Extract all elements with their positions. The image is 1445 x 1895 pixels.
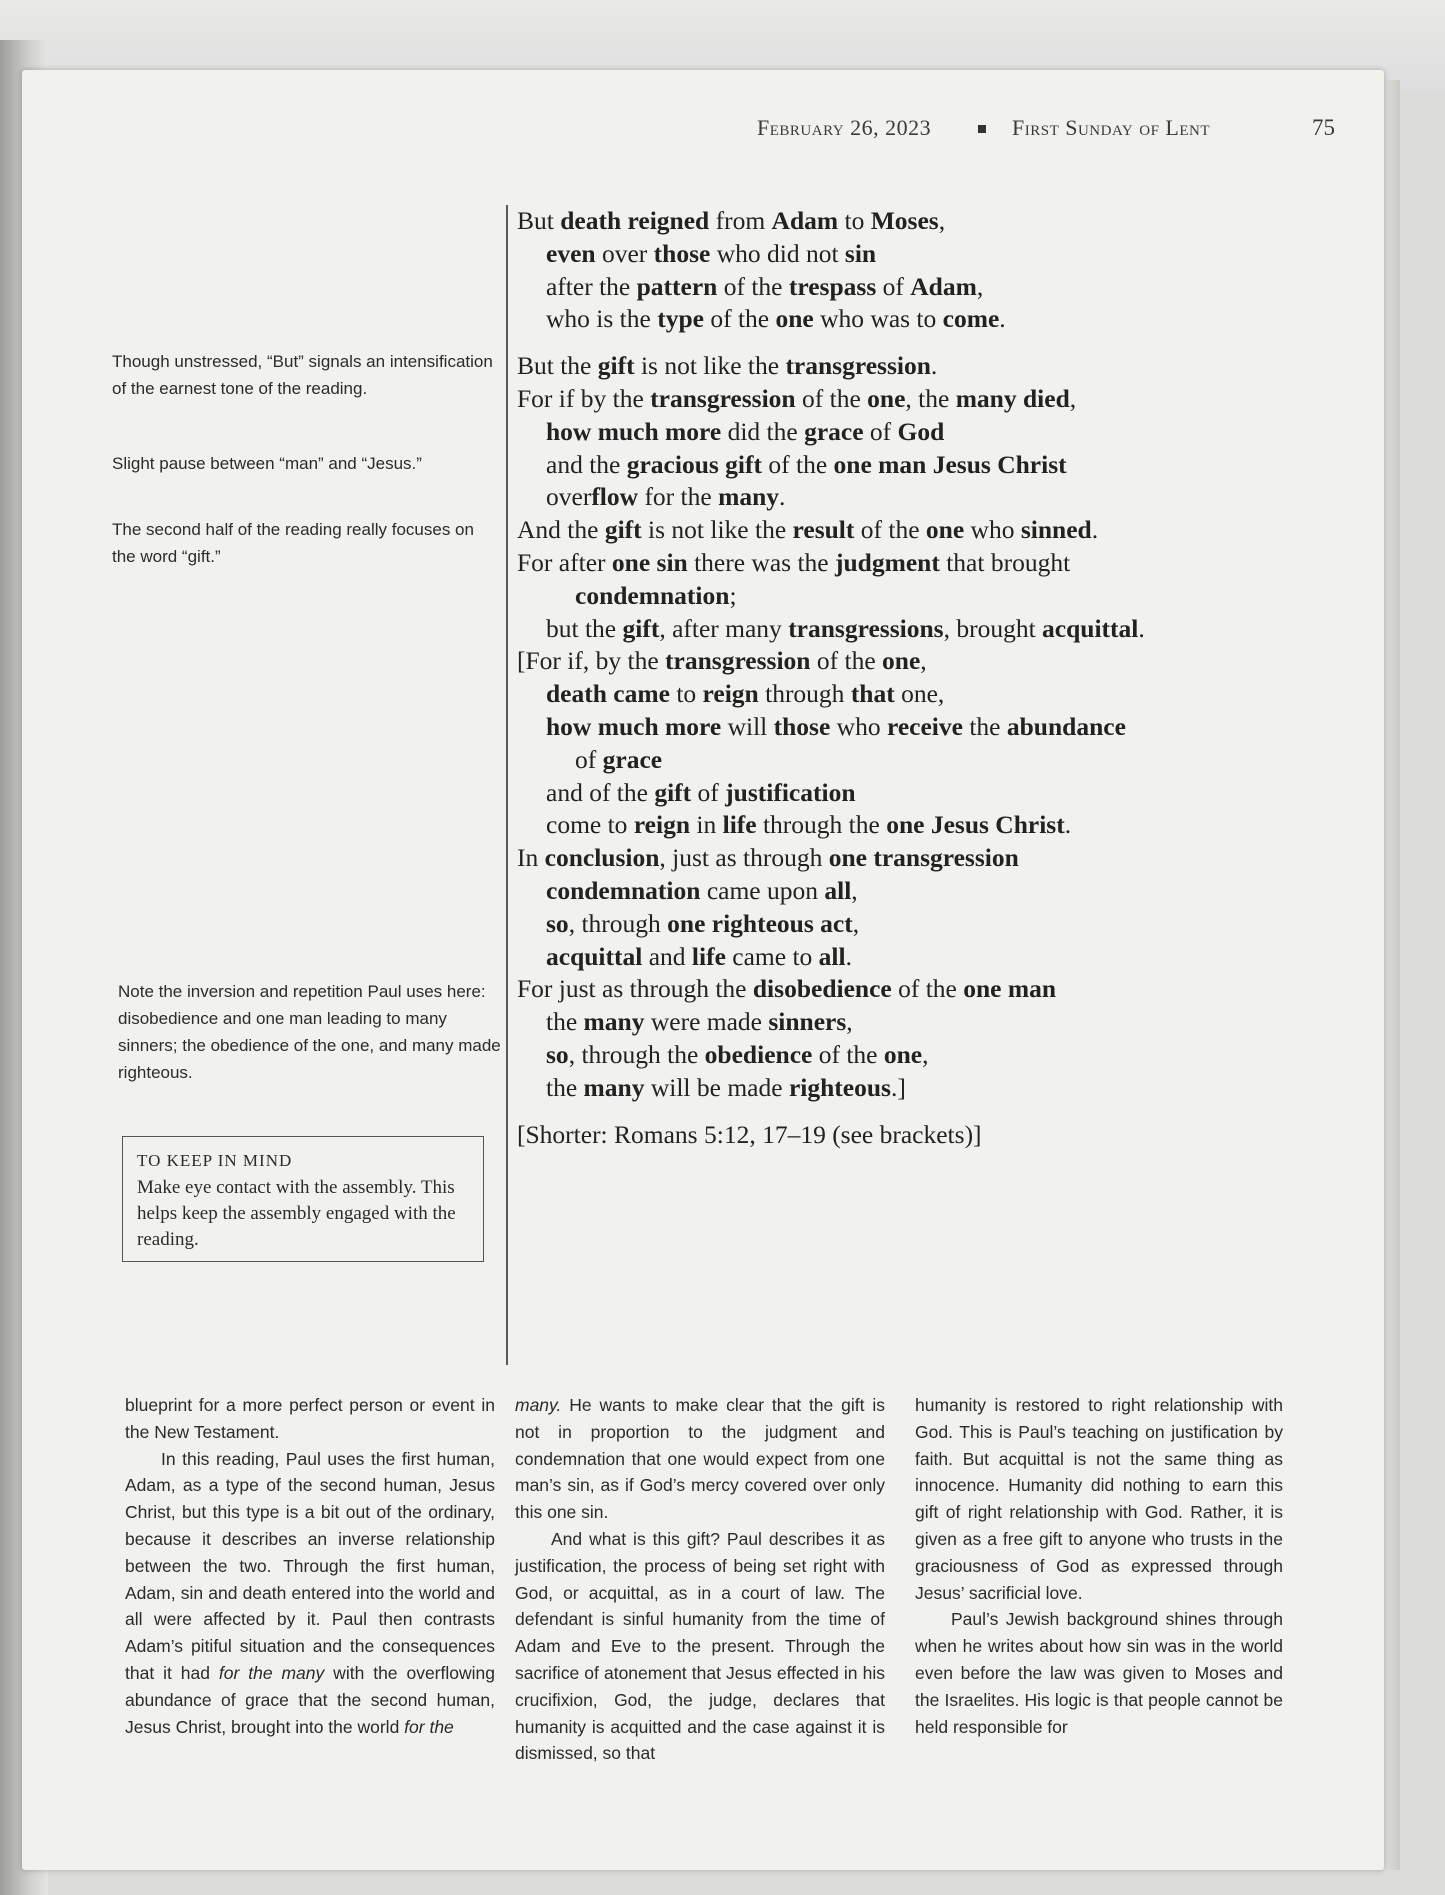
keep-in-mind-body: Make eye contact with the assembly. This helps keep the assembly engaged with the reading. xyxy=(137,1177,456,1250)
emphasis-word: all xyxy=(824,875,852,905)
reading-line xyxy=(517,449,1357,482)
text-run: of xyxy=(876,271,911,301)
page-number: 75 xyxy=(1312,115,1335,140)
text-run: is not like the xyxy=(634,351,786,381)
commentary-paragraph xyxy=(915,1392,1283,1606)
emphasis-word: many xyxy=(583,1072,645,1102)
column-divider xyxy=(506,205,508,1365)
text-run: of the xyxy=(717,271,789,301)
italic-text: for the xyxy=(404,1716,454,1737)
text-run: of the xyxy=(703,304,776,334)
reading-line xyxy=(517,645,1357,678)
emphasis-word: justification xyxy=(725,777,856,807)
text-run: is not like the xyxy=(641,515,793,545)
reading-line xyxy=(517,973,1357,1006)
emphasis-word: even xyxy=(546,238,596,268)
text-run: In xyxy=(517,843,545,873)
text-run: . xyxy=(779,482,786,512)
emphasis-word: gift xyxy=(597,351,635,381)
text-run: For after xyxy=(517,547,612,577)
text-run: He wants to make clear that the gift is not in proportion to the judgment and condemnation that one would expect from one man’s sin, as if God’s mercy covered over only this one sin. xyxy=(515,1395,885,1523)
emphasis-word: so xyxy=(546,908,569,938)
reading-line xyxy=(517,1072,1357,1105)
text-run: with the overflowing abundance of grace that the second human, Jesus Christ, brought into the world xyxy=(125,1662,495,1737)
emphasis-word: condemnation xyxy=(546,875,701,905)
emphasis-word: many died xyxy=(955,383,1070,413)
text-run: will be made xyxy=(644,1072,789,1102)
text-run: come to xyxy=(546,810,634,840)
header-separator-icon xyxy=(978,125,986,133)
commentary-paragraph xyxy=(125,1446,495,1741)
text-run: For just as through the xyxy=(517,974,753,1004)
emphasis-word: transgression xyxy=(650,383,796,413)
emphasis-word: gift xyxy=(654,777,692,807)
emphasis-word: death reigned xyxy=(560,206,710,235)
italic-text: many. xyxy=(515,1395,562,1415)
emphasis-word: gift xyxy=(604,515,642,545)
text-run: , xyxy=(938,206,946,235)
text-run: of the xyxy=(762,449,834,479)
emphasis-word: Adam xyxy=(910,271,977,301)
text-run: the xyxy=(546,1072,584,1102)
emphasis-word: sinned xyxy=(1020,515,1092,545)
emphasis-word: transgression xyxy=(785,351,931,381)
emphasis-word: one man xyxy=(963,974,1057,1004)
commentary-paragraph xyxy=(515,1392,885,1526)
emphasis-word: conclusion xyxy=(544,843,660,873)
commentary-paragraph xyxy=(915,1606,1283,1740)
text-run: the xyxy=(546,1007,584,1037)
emphasis-word: obedience xyxy=(704,1039,813,1069)
margin-note: The second half of the reading really focuses on the word “gift.” xyxy=(112,520,474,566)
text-run: of the xyxy=(795,383,868,413)
text-run: For if by the xyxy=(517,383,651,413)
text-run: and of the xyxy=(546,777,655,807)
emphasis-word: that xyxy=(850,679,895,709)
reading-line xyxy=(517,1006,1357,1039)
emphasis-word: one xyxy=(883,1039,923,1069)
text-run: and xyxy=(642,941,692,971)
text-run: , xyxy=(851,875,858,905)
emphasis-word: one xyxy=(867,383,906,413)
emphasis-word: many xyxy=(718,482,780,512)
emphasis-word: how much more xyxy=(546,416,722,446)
text-run: , xyxy=(920,646,927,676)
commentary-paragraph xyxy=(515,1526,885,1767)
text-run: were made xyxy=(644,1007,769,1037)
italic-text: for the many xyxy=(218,1662,325,1683)
emphasis-word: one Jesus Christ xyxy=(886,810,1065,840)
text-run: who did not xyxy=(710,238,845,268)
text-run: of the xyxy=(812,1039,884,1069)
text-run: of xyxy=(575,744,603,774)
reading-line xyxy=(517,383,1357,416)
text-run: to xyxy=(669,679,703,709)
text-run: , the xyxy=(905,383,956,413)
keep-in-mind-box xyxy=(122,1136,484,1262)
text-run: in xyxy=(690,810,723,840)
emphasis-word: how much more xyxy=(546,711,722,741)
text-run: . xyxy=(1064,810,1072,840)
text-run: , xyxy=(922,1039,929,1069)
reading-line xyxy=(517,744,1357,777)
emphasis-word: those xyxy=(653,238,711,268)
text-run: . xyxy=(1091,515,1099,545)
reading-line xyxy=(517,580,1357,613)
text-run: . xyxy=(845,941,852,971)
text-run: , just as through xyxy=(659,843,829,873)
text-run: over xyxy=(546,482,592,512)
text-run: ; xyxy=(729,580,737,610)
commentary-column-1 xyxy=(125,1392,495,1740)
emphasis-word: one xyxy=(882,646,921,676)
reading-line xyxy=(517,514,1357,547)
emphasis-word: gracious gift xyxy=(626,449,763,479)
emphasis-word: acquittal xyxy=(546,941,643,971)
text-run: of the xyxy=(810,646,883,676)
emphasis-word: those xyxy=(773,711,831,741)
text-run: . xyxy=(999,304,1006,334)
reading-line xyxy=(517,678,1357,711)
text-run: [For if, by the xyxy=(517,646,666,676)
text-run: who xyxy=(964,515,1021,545)
text-run: . xyxy=(1138,613,1145,643)
reading-line xyxy=(517,842,1357,875)
text-run: , brought xyxy=(943,613,1043,643)
emphasis-word: grace xyxy=(602,744,663,774)
text-run: And the xyxy=(517,515,605,545)
reading-line xyxy=(517,908,1357,941)
text-run: from xyxy=(709,206,772,235)
reading-line xyxy=(517,941,1357,974)
emphasis-word: many xyxy=(583,1007,645,1037)
text-run: the xyxy=(962,711,1007,741)
emphasis-word: transgression xyxy=(665,646,811,676)
emphasis-word: acquittal xyxy=(1042,613,1139,643)
text-run: , xyxy=(852,908,860,938)
text-run: one, xyxy=(894,679,945,709)
reading-line xyxy=(517,547,1357,580)
text-run: Paul’s Jewish background shines through when he writes about how sin was in the world even before the law was given to Moses and the Israelites. His logic is that people cannot be held responsible for xyxy=(915,1609,1283,1737)
text-run: and the xyxy=(546,449,627,479)
emphasis-word: grace xyxy=(804,416,864,446)
text-run: came to xyxy=(725,941,819,971)
keep-in-mind-title: TO KEEP IN MIND xyxy=(137,1151,293,1170)
emphasis-word: righteous xyxy=(788,1072,891,1102)
emphasis-word: one sin xyxy=(611,547,688,577)
text-run: of xyxy=(863,416,898,446)
emphasis-word: result xyxy=(792,515,855,545)
text-run: that brought xyxy=(939,547,1071,577)
text-run: And what is this gift? Paul describes it as justification, the process of being set right with God, or acquittal, as in a court of law. The defendant is sinful humanity from the time of Adam and Eve to the present. Through the sacrifice of atonement that Jesus effected in his crucifixion, God, the judge, declares that humanity is acquitted and the case against it is dismissed, so that xyxy=(515,1528,885,1764)
margin-note: Though unstressed, “But” signals an intensification of the earnest tone of the reading. xyxy=(112,352,493,398)
text-run: who was to xyxy=(813,304,943,334)
text-run: for the xyxy=(638,482,719,512)
reading-line xyxy=(517,205,1357,238)
reading-line xyxy=(517,777,1357,810)
text-run: . xyxy=(930,351,938,381)
text-run: who is the xyxy=(546,304,658,334)
reading-line xyxy=(517,809,1357,842)
text-run: In this reading, Paul uses the first human, Adam, as a type of the second human, Jesus Christ, but this type is a bit out of the ordinary, because it describes an inverse relationship between the two. Through the first human, Adam, sin and death entered into the world and all were affected by it. Paul then contrasts Adam’s pitiful situation and the consequences that it had xyxy=(125,1448,495,1683)
reading-line xyxy=(517,875,1357,908)
emphasis-word: one xyxy=(775,304,814,334)
emphasis-word: sin xyxy=(844,238,877,268)
margin-note: Note the inversion and repetition Paul uses here: disobedience and one man leading to many sinners; the obedience of the one, and many made righteous. xyxy=(118,982,501,1082)
commentary-paragraph xyxy=(125,1392,495,1446)
emphasis-word: all xyxy=(818,941,846,971)
text-run: there was the xyxy=(687,547,835,577)
emphasis-word: trespass xyxy=(788,271,877,301)
emphasis-word: one man Jesus Christ xyxy=(833,449,1067,479)
text-run: did the xyxy=(721,416,805,446)
text-run: , xyxy=(846,1007,853,1037)
emphasis-word: type xyxy=(657,304,704,334)
reading-text xyxy=(517,205,1357,1151)
emphasis-word: one transgression xyxy=(828,843,1019,873)
text-run: , xyxy=(1069,383,1077,413)
emphasis-word: sinners xyxy=(768,1007,847,1037)
reading-line xyxy=(517,481,1357,514)
shorter-reading-note: [Shorter: Romans 5:12, 17–19 (see brackets)] xyxy=(517,1119,982,1149)
text-run: came upon xyxy=(700,875,825,905)
text-run: blueprint for a more perfect person or event in the New Testament. xyxy=(125,1395,495,1442)
emphasis-word: one xyxy=(925,515,965,545)
text-run: to xyxy=(838,206,871,235)
text-run: of the xyxy=(854,515,926,545)
text-run: .] xyxy=(890,1072,906,1102)
text-run: after the xyxy=(546,271,637,301)
reading-line xyxy=(517,416,1357,449)
text-run: through xyxy=(758,679,851,709)
emphasis-word: death came xyxy=(546,679,670,709)
reading-line xyxy=(517,238,1357,271)
emphasis-word: come xyxy=(942,304,1000,334)
reading-line xyxy=(517,711,1357,744)
emphasis-word: life xyxy=(691,941,726,971)
emphasis-word: Adam xyxy=(771,206,839,235)
reading-line xyxy=(517,350,1357,383)
text-run: , xyxy=(976,271,984,301)
reading-line xyxy=(517,1039,1357,1072)
reading-line xyxy=(517,303,1357,336)
emphasis-word: gift xyxy=(622,613,660,643)
emphasis-word: Moses xyxy=(870,206,939,235)
emphasis-word: condemnation xyxy=(575,580,730,610)
emphasis-word: receive xyxy=(886,711,963,741)
text-run: will xyxy=(721,711,774,741)
text-run: but the xyxy=(546,613,623,643)
emphasis-word: transgressions xyxy=(788,613,944,643)
text-run: , through xyxy=(568,908,668,938)
text-run: over xyxy=(595,238,654,268)
text-run: But xyxy=(517,206,561,235)
emphasis-word: disobedience xyxy=(752,974,892,1004)
emphasis-word: so xyxy=(546,1039,569,1069)
text-run: of the xyxy=(891,974,964,1004)
page xyxy=(22,70,1384,1870)
emphasis-word: one righteous act xyxy=(667,908,853,938)
text-run: of xyxy=(691,777,726,807)
emphasis-word: pattern xyxy=(636,271,718,301)
text-run: , through the xyxy=(568,1039,705,1069)
stanza-gap xyxy=(517,336,1357,350)
emphasis-word: judgment xyxy=(835,547,940,577)
emphasis-word: flow xyxy=(591,482,639,512)
reading-line xyxy=(517,613,1357,646)
header-date: February 26, 2023 xyxy=(757,115,932,140)
text-run: who xyxy=(830,711,887,741)
reading-line xyxy=(517,271,1357,304)
header-title: First Sunday of Lent xyxy=(1012,115,1211,140)
emphasis-word: life xyxy=(722,810,757,840)
emphasis-word: God xyxy=(897,416,945,446)
text-run: , after many xyxy=(659,613,789,643)
commentary-column-3 xyxy=(915,1392,1283,1740)
margin-note: Slight pause between “man” and “Jesus.” xyxy=(112,454,422,473)
emphasis-word: abundance xyxy=(1006,711,1126,741)
commentary-column-2 xyxy=(515,1392,885,1767)
emphasis-word: reign xyxy=(702,679,759,709)
text-run: But the xyxy=(517,351,598,381)
emphasis-word: reign xyxy=(633,810,691,840)
text-run: humanity is restored to right relationship with God. This is Paul’s teaching on justification by faith. But acquittal is not the same thing as innocence. Humanity did nothing to earn this gift of right relationship with God. Rather, it is given as a free gift to anyone who trusts in the graciousness of God as expressed through Jesus’ sacrificial love. xyxy=(915,1395,1283,1603)
text-run: through the xyxy=(756,810,887,840)
